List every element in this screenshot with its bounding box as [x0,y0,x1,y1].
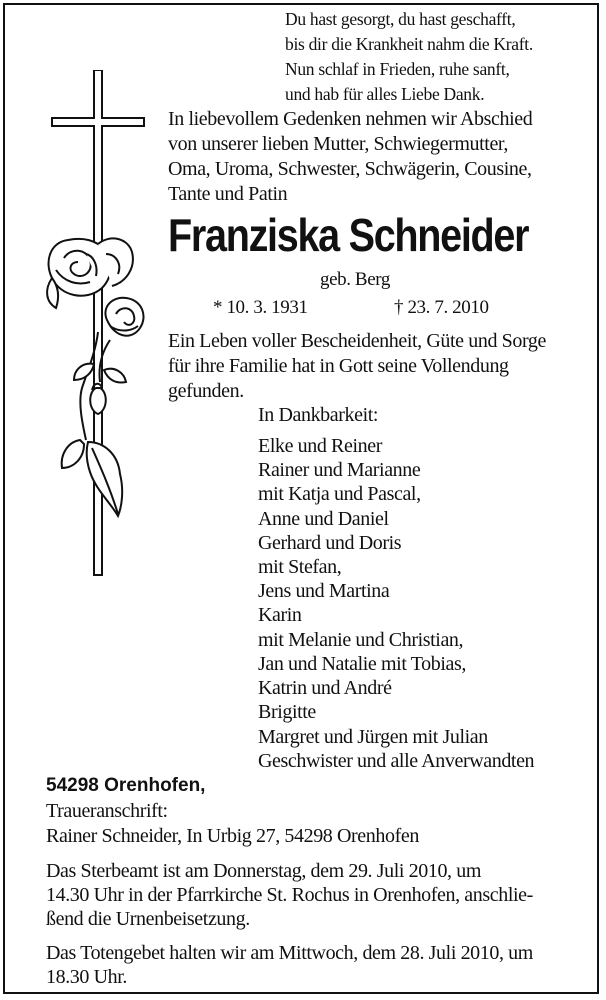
mourner-line: Jan und Natalie mit Tobias, [258,653,466,675]
intro-line: In liebevollem Gedenken nehmen wir Abschied [168,108,533,130]
funeral-line: ßend die Urnenbeisetzung. [46,908,250,930]
mourner-line: Katrin und André [258,677,392,699]
mourner-line: Margret und Jürgen mit Julian [258,726,488,748]
mourner-line: mit Melanie und Christian, [258,629,464,651]
life-line: gefunden. [168,380,244,402]
birth-date: * 10. 3. 1931 [213,297,308,318]
intro-line: von unserer lieben Mutter, Schwiegermutter, [168,133,508,155]
intro-line: Oma, Uroma, Schwester, Schwägerin, Cousine, [168,158,532,180]
mourner-line: Karin [258,604,302,626]
prayer-line: Das Totengebet halten wir am Mittwoch, dem 28. Juli 2010, um [46,942,533,964]
funeral-line: Das Sterbeamt ist am Donnerstag, dem 29. Juli 2010, um [46,860,482,882]
mourner-line: Geschwister und alle Anverwandten [258,750,535,772]
mourner-line: Rainer und Marianne [258,459,421,481]
deceased-name: Franziska Schneider [168,209,529,261]
mourner-line: Anne und Daniel [258,508,389,530]
mourner-line: mit Katja und Pascal, [258,483,421,505]
poem-line: Nun schlaf in Frieden, ruhe sanft, [285,59,510,79]
death-date: † 23. 7. 2010 [394,297,489,318]
address-heading: Traueranschrift: [46,800,168,822]
mourner-line: Gerhard und Doris [258,532,402,554]
funeral-line: 14.30 Uhr in der Pfarrkirche St. Rochus in Orenhofen, anschlie- [46,884,533,906]
poem-line: bis dir die Krankheit nahm die Kraft. [285,34,533,54]
mourner-line: Jens und Martina [258,580,390,602]
mourner-line: Brigitte [258,701,316,723]
life-line: Ein Leben voller Bescheidenheit, Güte und Sorge [168,330,546,352]
poem-line: und hab für alles Liebe Dank. [285,84,485,104]
cross-with-roses-icon [38,70,168,580]
mourner-line: mit Stefan, [258,556,342,578]
location: 54298 Orenhofen, [46,775,206,796]
address-line: Rainer Schneider, In Urbig 27, 54298 Orenhofen [46,825,419,847]
intro-line: Tante und Patin [168,183,288,205]
mourner-line: Elke und Reiner [258,435,382,457]
prayer-line: 18.30 Uhr. [46,966,128,988]
poem-line: Du hast gesorgt, du hast geschafft, [285,9,516,29]
mourner-heading: In Dankbarkeit: [258,404,379,426]
life-line: für ihre Familie hat in Gott seine Vollendung [168,355,509,377]
maiden-name: geb. Berg [320,269,390,290]
